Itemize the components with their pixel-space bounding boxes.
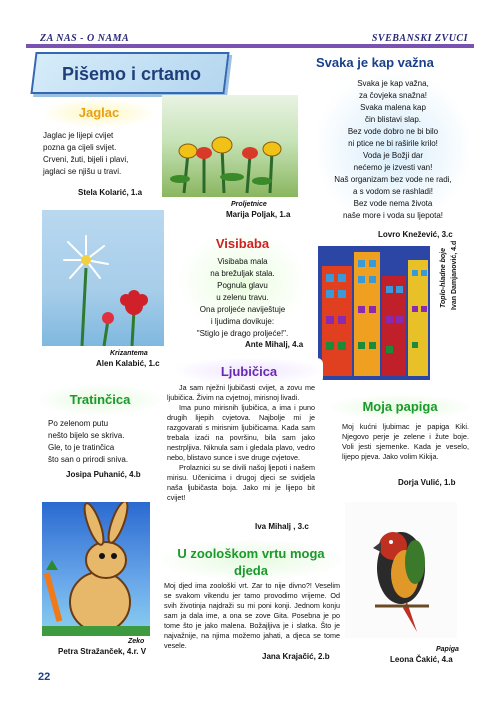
poem-line: Pognula glavu	[217, 281, 268, 290]
poem-line: Bez vode dobro ne bi bilo	[347, 127, 439, 136]
poem-line: Naš organizam bez vode ne radi,	[334, 175, 452, 184]
tratincica-author: Josipa Puhanić, 4.b	[66, 470, 141, 479]
zoo-title-line: djeda	[234, 563, 268, 578]
chrysanthemum-illustration	[42, 210, 164, 346]
zoo-title	[160, 545, 342, 579]
poem-line: Svaka malena kap	[360, 103, 426, 112]
tratincica-poem	[48, 418, 168, 466]
page-title: Pišemo i crtamo	[62, 64, 202, 84]
parrot-illustration	[345, 502, 457, 638]
proljetnice-caption: Proljetnice	[231, 201, 267, 208]
zoo-title-line: U zoološkom vrtu moga	[177, 546, 325, 561]
ljubicica-title: Ljubičica	[220, 364, 278, 379]
papiga-text: Moj kućni ljubimac je papiga Kiki. Njegovo perje je zelene i žute boje. Voli jesti sjemenke. Kada je veselo, lijepo pjeva. Jako volim Kikija.	[342, 422, 469, 461]
proljetnice-author: Marija Poljak, 1.a	[226, 210, 291, 219]
poem-line: ni ptice ne bi raširile krilo!	[348, 139, 438, 148]
zeko-author: Petra Stražanček, 4.r. V	[58, 647, 147, 656]
krizantema-author: Alen Kalabić, 1.c	[96, 359, 160, 368]
ljubicica-text	[167, 383, 315, 503]
poem-line: Jaglac je lijepi cvijet	[43, 131, 114, 140]
papiga-pic-author: Leona Čakić, 4.a	[390, 655, 453, 664]
poem-line: Voda je Božji dar	[362, 151, 424, 160]
section-header-left: ZA NAS - O NAMA	[40, 33, 130, 44]
buildings-illustration	[318, 246, 430, 380]
poem-line: za čovjeka snažna!	[358, 91, 428, 100]
magazine-title-header: SVEBANSKI ZVUCI	[371, 33, 468, 44]
jaglac-title: Jaglac	[78, 105, 120, 120]
header-bar	[26, 44, 474, 48]
tratincica-title: Tratinčica	[69, 392, 131, 407]
papiga-caption: Papiga	[436, 646, 459, 653]
poem-line: i ljudima dovikuje:	[210, 317, 275, 326]
toplo-hladne-caption: Toplo-hladne boje	[440, 247, 447, 308]
toplo-hladne-drawing	[318, 246, 430, 380]
poem-line: Svaka je kap važna,	[357, 79, 429, 88]
poem-line: u zelenu travu.	[216, 293, 269, 302]
poem-line: "Stiglo je drago proljeće!".	[196, 329, 289, 338]
poem-line: nećemo je izvesti van!	[353, 163, 433, 172]
ljubicica-author: Iva Mihalj , 3.c	[255, 522, 309, 531]
poem-line: Ona proljeće naviještuje	[199, 305, 286, 314]
krizantema-caption: Krizantema	[110, 350, 148, 357]
visibaba-title: Visibaba	[215, 236, 270, 251]
zeko-drawing	[42, 502, 150, 636]
visibaba-author: Ante Mihalj, 4.a	[245, 340, 304, 349]
toplo-hladne-author: Ivan Damjanović, 4.d	[451, 240, 458, 310]
papiga-title: Moja papiga	[362, 399, 438, 414]
poem-line: pozna ga cijeli svijet.	[43, 143, 117, 152]
zoo-text: Moj djed ima zoološki vrt. Zar to nije divno?! Veselim se svakom vikendu jer tamo provodimo vrijeme. Od svih životinja najdraži su mi poni konji. Jednom konju sam ja dala ime, a ona se zove Gita. Posebna je po tome što je jako malena. Božajljiva je i slatka. Što je najvažnije, na njima možemo jahati, a djeca se tome vesele.	[164, 581, 340, 650]
poem-line: čin blistavi slap.	[364, 115, 422, 124]
poem-line: Bez vode nema života	[353, 199, 433, 208]
visibaba-poem	[180, 256, 305, 340]
poem-line: Crveni, žuti, bijeli i plavi,	[43, 155, 129, 164]
papiga-drawing	[345, 502, 457, 638]
poem-line: Visibaba mala	[217, 257, 268, 266]
jaglac-poem	[43, 130, 163, 178]
poem-line: na brežuljak stala.	[210, 269, 275, 278]
proljetnice-drawing	[162, 95, 298, 197]
paragraph: Ima puno mirisnih ljubičica, a ima i puno drugih lijepih cvjetova. Najbolje mi je razgovarati s mirisnim ljubičicama. Kada sam trebala izaći na površinu, bila sam jako nestrpljiva. Niknula sam i gledala plavo, vedro nebo, blistavo sunce i sve druge cvjetove.	[167, 403, 315, 462]
poem-line: Po zelenom putu	[48, 419, 109, 428]
voda-author: Lovro Knežević, 3.c	[378, 230, 453, 239]
poem-line: naše more i voda su ljepota!	[342, 211, 444, 220]
page-number: 22	[38, 671, 51, 683]
poem-line: nešto bijelo se skriva.	[48, 431, 125, 440]
poem-line: a s vodom se rashladi!	[352, 187, 434, 196]
poem-line: jaglaci se njišu u travi.	[43, 167, 122, 176]
zeko-caption: Zeko	[128, 638, 145, 645]
rabbit-illustration	[42, 502, 150, 636]
jaglac-author: Stela Kolarić, 1.a	[78, 188, 143, 197]
poem-line: Gle, to je tratinčica	[48, 443, 115, 452]
paragraph: Prolaznici su se divili našoj ljepoti i našem mirisu. Učenicima i drugoj djeci se svidjela naša ljubičasta boja. Jako mi je lijepo bit cvijet!	[167, 463, 315, 502]
voda-poem	[313, 78, 473, 222]
flowers-illustration	[162, 95, 298, 197]
poem-line: što san o prirodi sniva.	[48, 455, 129, 464]
voda-title: Svaka je kap važna	[316, 55, 434, 70]
paragraph: Ja sam nježni ljubičasti cvijet, a zovu me ljubičica. Živim na cvjetnoj, mirisnoj livadi.	[167, 383, 315, 402]
zoo-author: Jana Krajačić, 2.b	[262, 652, 330, 661]
papiga-author: Dorja Vulić, 1.b	[398, 478, 456, 487]
krizantema-drawing	[42, 210, 164, 346]
